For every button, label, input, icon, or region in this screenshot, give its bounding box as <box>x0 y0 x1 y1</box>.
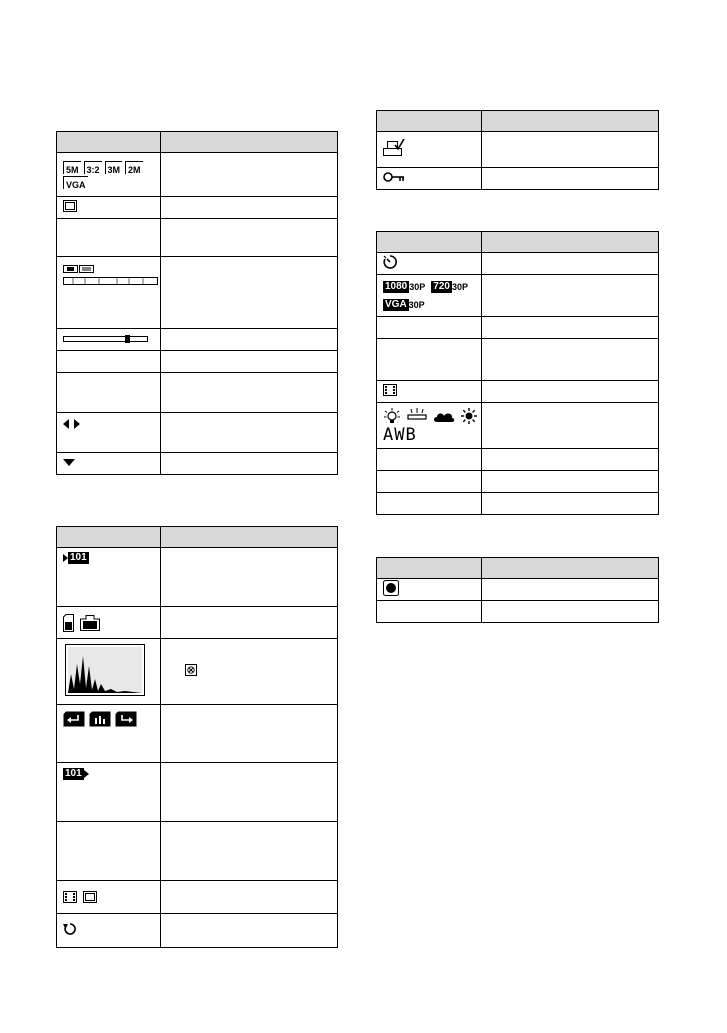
table-row <box>377 168 659 190</box>
table-row <box>57 373 338 413</box>
description-cell <box>161 413 338 453</box>
description-cell <box>161 822 338 881</box>
down-arrow-cell <box>57 453 161 475</box>
histogram-icon <box>65 644 145 696</box>
blank-cell <box>377 449 482 471</box>
print-order-icon <box>383 139 405 157</box>
description-cell <box>482 275 659 317</box>
fluorescent-icon <box>407 408 427 424</box>
print-icon-cell <box>377 132 482 168</box>
rotate-icon <box>63 922 77 936</box>
blank-cell <box>377 601 482 623</box>
table-row <box>57 914 338 948</box>
image-size-icons <box>57 153 161 197</box>
description-cell <box>161 351 338 373</box>
description-cell <box>161 914 338 948</box>
table-row <box>377 579 659 601</box>
image-size-icon: VGA <box>63 176 88 189</box>
table-row <box>377 493 659 515</box>
description-cell <box>161 373 338 413</box>
down-arrow-icon <box>63 459 75 467</box>
description-cell <box>482 493 659 515</box>
movie-quality-720-icon: 720 30P <box>433 280 468 292</box>
table-row <box>57 351 338 373</box>
description-cell <box>482 449 659 471</box>
movie-quality-icons-cell <box>377 275 482 317</box>
description-cell <box>161 607 338 639</box>
header-cell <box>377 232 482 253</box>
movie-icon-cell <box>377 381 482 403</box>
table-row <box>57 881 338 914</box>
folder-icon-cell <box>57 548 161 607</box>
movie-quality-vga-icon: VGA 30P <box>385 298 425 310</box>
image-size-icon: 5M <box>63 161 81 174</box>
description-cell <box>482 253 659 275</box>
description-cell <box>161 763 338 822</box>
table-right-2 <box>376 231 659 515</box>
histogram-cell <box>57 639 161 705</box>
description-cell <box>482 317 659 339</box>
table-header-row <box>377 558 659 579</box>
table-row <box>377 275 659 317</box>
left-right-arrow-icon <box>63 419 81 429</box>
table-row <box>377 339 659 381</box>
header-cell <box>161 527 338 548</box>
table-row <box>57 453 338 475</box>
header-cell <box>482 111 659 132</box>
rotate-icon-cell <box>57 914 161 948</box>
no-entry-icon <box>185 664 197 676</box>
description-cell <box>161 548 338 607</box>
table-row <box>57 822 338 881</box>
auto-white-balance-icon: AWB <box>383 425 417 445</box>
description-cell <box>161 705 338 763</box>
image-size-icon: 2M <box>125 161 143 174</box>
daylight-icon <box>461 408 477 424</box>
left-right-arrows-cell <box>57 413 161 453</box>
movie-mode-icon <box>63 891 77 903</box>
record-icon-cell <box>377 579 482 601</box>
description-cell <box>482 471 659 493</box>
description-cell <box>161 257 338 329</box>
record-icon <box>383 580 399 596</box>
table-row <box>57 705 338 763</box>
folder-select-icon <box>89 711 111 727</box>
cloudy-icon <box>433 409 455 423</box>
folder-number-icon: 101 <box>63 552 89 564</box>
description-cell <box>161 197 338 219</box>
description-cell <box>482 168 659 190</box>
protect-icon-cell <box>377 168 482 190</box>
table-header-row <box>377 232 659 253</box>
header-cell <box>377 111 482 132</box>
description-cell <box>161 639 338 705</box>
header-cell <box>57 527 161 548</box>
table-header-row <box>377 111 659 132</box>
self-timer-icon-cell <box>377 253 482 275</box>
image-size-icon: 3M <box>105 161 123 174</box>
playback-folder-icon: 101 <box>63 768 89 780</box>
blank-cell <box>57 219 161 257</box>
description-cell <box>482 132 659 168</box>
still-image-mode-icon <box>83 891 97 903</box>
playback-control-bar-cell <box>57 257 161 329</box>
table-left-2 <box>56 526 338 948</box>
description-cell <box>482 601 659 623</box>
description-cell <box>161 153 338 197</box>
media-icons-cell <box>57 607 161 639</box>
description-cell <box>161 219 338 257</box>
description-cell <box>482 339 659 381</box>
key-icon <box>383 172 405 182</box>
table-row <box>57 257 338 329</box>
description-cell <box>161 329 338 351</box>
header-cell <box>161 132 338 153</box>
table-row <box>377 132 659 168</box>
memory-card-icon <box>63 614 74 632</box>
blank-cell <box>377 339 482 381</box>
header-cell <box>377 558 482 579</box>
header-cell <box>482 558 659 579</box>
description-cell <box>161 881 338 914</box>
single-image-icon-cell <box>57 197 161 219</box>
header-cell <box>482 232 659 253</box>
table-row <box>57 639 338 705</box>
blank-cell <box>57 373 161 413</box>
internal-memory-icon <box>80 615 100 631</box>
folder-select-icons-cell <box>57 705 161 763</box>
table-row <box>57 153 338 197</box>
table-row <box>57 329 338 351</box>
white-balance-icons-cell <box>377 403 482 449</box>
table-row <box>377 317 659 339</box>
description-cell <box>161 453 338 475</box>
table-row <box>57 607 338 639</box>
table-right-1 <box>376 110 659 190</box>
incandescent-icon <box>383 408 401 424</box>
view-mode-icons-cell <box>57 881 161 914</box>
table-row <box>377 253 659 275</box>
description-cell <box>482 381 659 403</box>
table-row <box>377 403 659 449</box>
arrow-right-icon <box>84 770 89 778</box>
table-row <box>57 763 338 822</box>
table-header-row <box>57 132 338 153</box>
table-row <box>377 381 659 403</box>
table-row <box>377 601 659 623</box>
table-row <box>57 219 338 257</box>
progress-bar-cell <box>57 329 161 351</box>
table-right-3 <box>376 557 659 623</box>
playback-folder-icon-cell <box>57 763 161 822</box>
table-row <box>57 548 338 607</box>
blank-cell <box>377 493 482 515</box>
blank-cell <box>377 471 482 493</box>
movie-mode-icon <box>383 384 397 396</box>
next-folder-icon <box>115 711 137 727</box>
previous-folder-icon <box>63 711 85 727</box>
image-size-icon: 3:2 <box>84 161 102 174</box>
movie-quality-1080-icon: 1080 30P <box>385 280 426 292</box>
description-cell <box>482 403 659 449</box>
table-row <box>377 449 659 471</box>
header-cell <box>57 132 161 153</box>
description-cell <box>482 579 659 601</box>
control-bar-icon <box>63 265 159 291</box>
table-left-1 <box>56 131 338 475</box>
single-image-icon <box>63 200 77 212</box>
table-row <box>377 471 659 493</box>
blank-cell <box>377 317 482 339</box>
table-header-row <box>57 527 338 548</box>
blank-cell <box>57 351 161 373</box>
table-row <box>57 413 338 453</box>
blank-cell <box>57 822 161 881</box>
playback-progress-bar <box>63 335 149 343</box>
table-row <box>57 197 338 219</box>
self-timer-icon <box>383 255 397 269</box>
